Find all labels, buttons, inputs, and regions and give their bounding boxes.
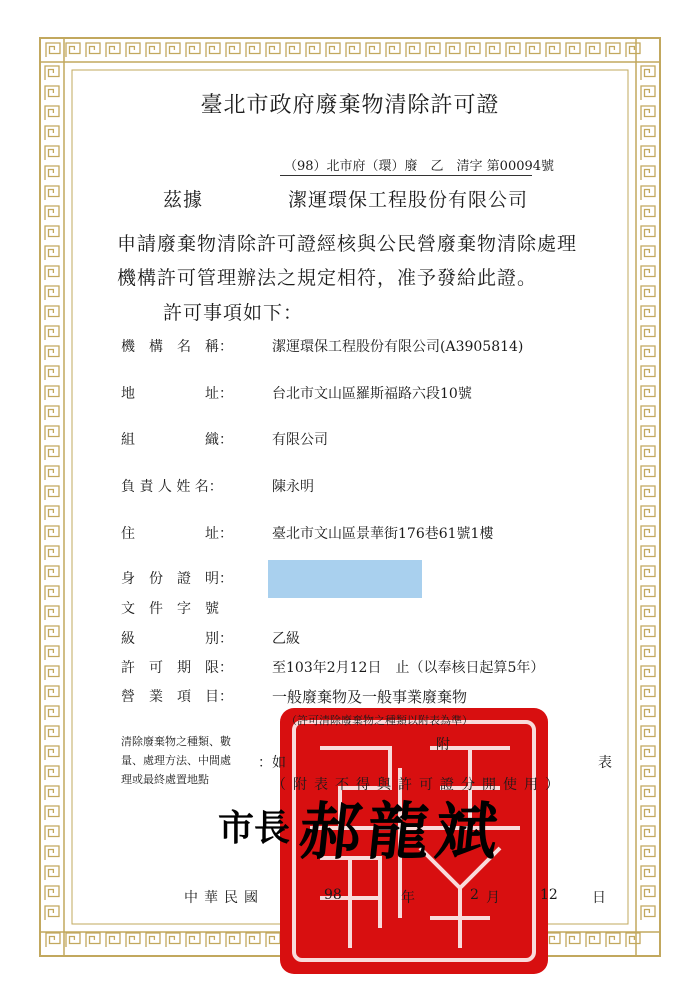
field-label-org-name: 機 構 名 稱： xyxy=(121,339,233,355)
field-label-id-proof: 身 份 證 明： xyxy=(121,571,233,587)
statement-line-1: 申請廢棄物清除許可證經核與公民營廢棄物清除處理 xyxy=(117,233,578,255)
waste-info-as: 如 xyxy=(272,755,286,771)
mayor-title: 市長 xyxy=(218,807,291,849)
field-label-address: 地 址： xyxy=(121,386,233,402)
waste-info-label-line-1: 清除廢棄物之種類、數 xyxy=(121,735,231,748)
date-day-label: 日 xyxy=(592,890,606,906)
certificate-title: 臺北市政府廢棄物清除許可證 xyxy=(200,93,500,118)
field-value-business-items: 一般廢棄物及一般事業廢棄物 xyxy=(272,688,468,706)
items-header: 許可事項如下： xyxy=(163,302,304,324)
date-year: 98 xyxy=(324,887,342,903)
field-value-permit-period: 至103年2月12日 止（以奉核日起算5年） xyxy=(272,660,545,676)
field-label-responsible-person: 負 責 人 姓 名： xyxy=(121,479,223,495)
field-value-grade: 乙級 xyxy=(272,631,300,647)
field-label-permit-period: 許 可 期 限： xyxy=(121,660,233,676)
field-value-organization: 有限公司 xyxy=(272,432,328,448)
waste-info-note: （附表不得與許可證分開使用） xyxy=(272,777,566,793)
grantee-company: 潔運環保工程股份有限公司 xyxy=(288,189,529,211)
waste-info-label-line-3: 理或最終處置地點 xyxy=(121,773,209,786)
document-number-underline xyxy=(280,175,532,176)
field-value-address: 台北市文山區羅斯福路六段10號 xyxy=(272,386,472,402)
date-day: 12 xyxy=(540,887,558,903)
field-value-residence: 臺北市文山區景華街176巷61號1樓 xyxy=(272,526,494,542)
date-month: 2 xyxy=(470,887,479,903)
id-redaction-box xyxy=(268,560,422,598)
waste-info-table: 表 xyxy=(598,755,612,771)
business-note: （許可清除廢棄物之種類以附表為準） xyxy=(286,714,473,727)
field-value-responsible-person: 陳永明 xyxy=(272,479,314,495)
waste-info-label-line-2: 量、處理方法、中間處 xyxy=(121,754,231,767)
field-label-grade: 級 別： xyxy=(121,631,233,647)
field-value-org-name: 潔運環保工程股份有限公司(A3905814) xyxy=(272,339,524,355)
grantee-label: 茲據 xyxy=(163,189,204,211)
waste-info-attach: 附 xyxy=(436,737,450,753)
waste-info-colon: ： xyxy=(258,755,272,771)
field-label-business-items: 營 業 項 目： xyxy=(121,689,233,705)
field-label-residence: 住 址： xyxy=(121,526,233,542)
statement-line-2: 機構許可管理辦法之規定相符，准予發給此證。 xyxy=(117,267,538,289)
mayor-signature: 郝龍斌 xyxy=(295,795,508,868)
date-month-label: 月 xyxy=(486,890,500,906)
field-label-document-number: 文 件 字 號 xyxy=(121,601,219,617)
date-year-label: 年 xyxy=(401,890,415,906)
field-label-organization: 組 織： xyxy=(121,432,233,448)
document-number: （98）北市府（環）廢 乙 清字 第00094號 xyxy=(284,159,555,174)
date-era: 中華民國 xyxy=(184,890,264,906)
